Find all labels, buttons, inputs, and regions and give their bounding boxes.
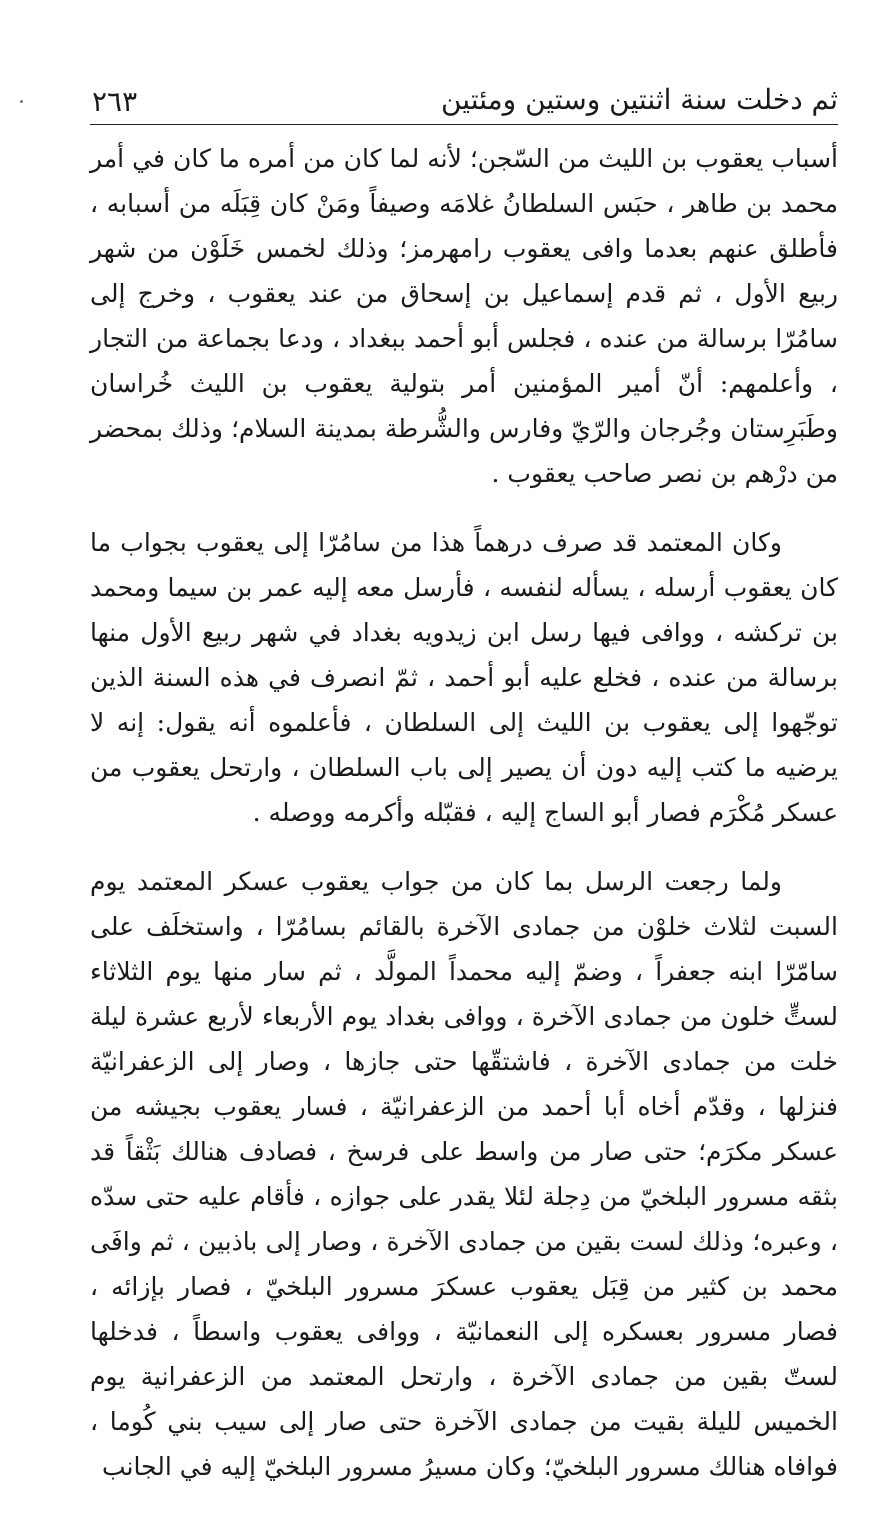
running-title: ثم دخلت سنة اثنتين وستين ومئتين — [440, 83, 838, 116]
main-text — [90, 136, 838, 1513]
paragraph-2: وكان المعتمد قد صرف درهماً هذا من سامُرّا إلى يعقوب بجواب ما كان يعقوب أرسله ، يسأله لنفسه ، فأرسل معه إليه عمر بن سيما ومحمد بن تركشه ، ووافى فيها رسل ابن زيدويه بغداد في شهر ربيع الأول منها برسالة من عنده ، فخلع عليه أبو أحمد ، ثمّ انصرف في هذه السنة الذين توجّهوا إلى يعقوب بن الليث إلى السلطان ، فأعلموه أنه يقول: إنه لا يرضيه ما كتب إليه دون أن يصير إلى باب السلطان ، وارتحل يعقوب من عسكر مُكْرَم فصار أبو الساج إليه ، فقبّله وأكرمه ووصله . — [90, 528, 838, 827]
page-header — [90, 78, 838, 122]
page-number: ٢٦٣ — [92, 85, 138, 118]
paragraph-3: ولما رجعت الرسل بما كان من جواب يعقوب عسكر المعتمد يوم السبت لثلاث خلوْن من جمادى الآخرة بالقائم بسامُرّا ، واستخلَف على سامّرّا ابنه جعفراً ، وضمّ إليه محمداً المولَّد ، ثم سار منها يوم الثلاثاء لستٍّ خلون من جمادى الآخرة ، ووافى بغداد يوم الأربعاء لأربع عشرة ليلة خلت من جمادى الآخرة ، فاشتقّها حتى جازها ، وصار إلى الزعفرانيّة فنزلها ، وقدّم أخاه أبا أحمد من الزعفرانيّة ، فسار يعقوب بجيشه من عسكر مكرَم؛ حتى صار من واسط على فرسخ ، فصادف هنالك بَثْقاً قد بثقه مسرور البلخيّ من دِجلة لئلا يقدر على جوازه ، فأقام عليه حتى سدّه ، وعبره؛ وذلك لست بقين من جمادى الآخرة ، وصار إلى باذبين ، ثم وافَى محمد بن كثير من قِبَل يعقوب عسكرَ مسرور البلخيّ ، فصار بإزائه ، فصار مسرور بعسكره إلى النعمانيّة ، ووافى يعقوب واسطاً ، فدخلها لستّ بقين من جمادى الآخرة ، وارتحل المعتمد من الزعفرانية يوم الخميس لليلة بقيت من جمادى الآخرة حتى صار إلى سيب بني كُوما ، فوافاه هنالك مسرور البلخيّ؛ وكان مسيرُ مسرور البلخيّ إليه في الجانب — [90, 867, 838, 1481]
header-rule — [90, 124, 838, 125]
paragraph-1: أسباب يعقوب بن الليث من السّجن؛ لأنه لما كان من أمره ما كان في أمر محمد بن طاهر ، حبَس السلطانُ غلامَه وصيفاً ومَنْ كان قِبَلَه من أسبابه ، فأطلق عنهم بعدما وافى يعقوب رامهرمز؛ وذلك لخمس خَلَوْن من شهر ربيع الأول ، ثم قدم إسماعيل بن إسحاق من عند يعقوب ، وخرج إلى سامُرّا برسالة من عنده ، فجلس أبو أحمد ببغداد ، ودعا بجماعة من التجار ، وأعلمهم: أنّ أمير المؤمنين أمر بتولية يعقوب بن الليث خُراسان وطَبَرِستان وجُرجان والرّيّ وفارس والشُّرطة بمدينة السلام؛ وذلك بمحضر من درْهم بن نصر صاحب يعقوب . — [90, 144, 838, 488]
margin-mark — [20, 100, 23, 103]
